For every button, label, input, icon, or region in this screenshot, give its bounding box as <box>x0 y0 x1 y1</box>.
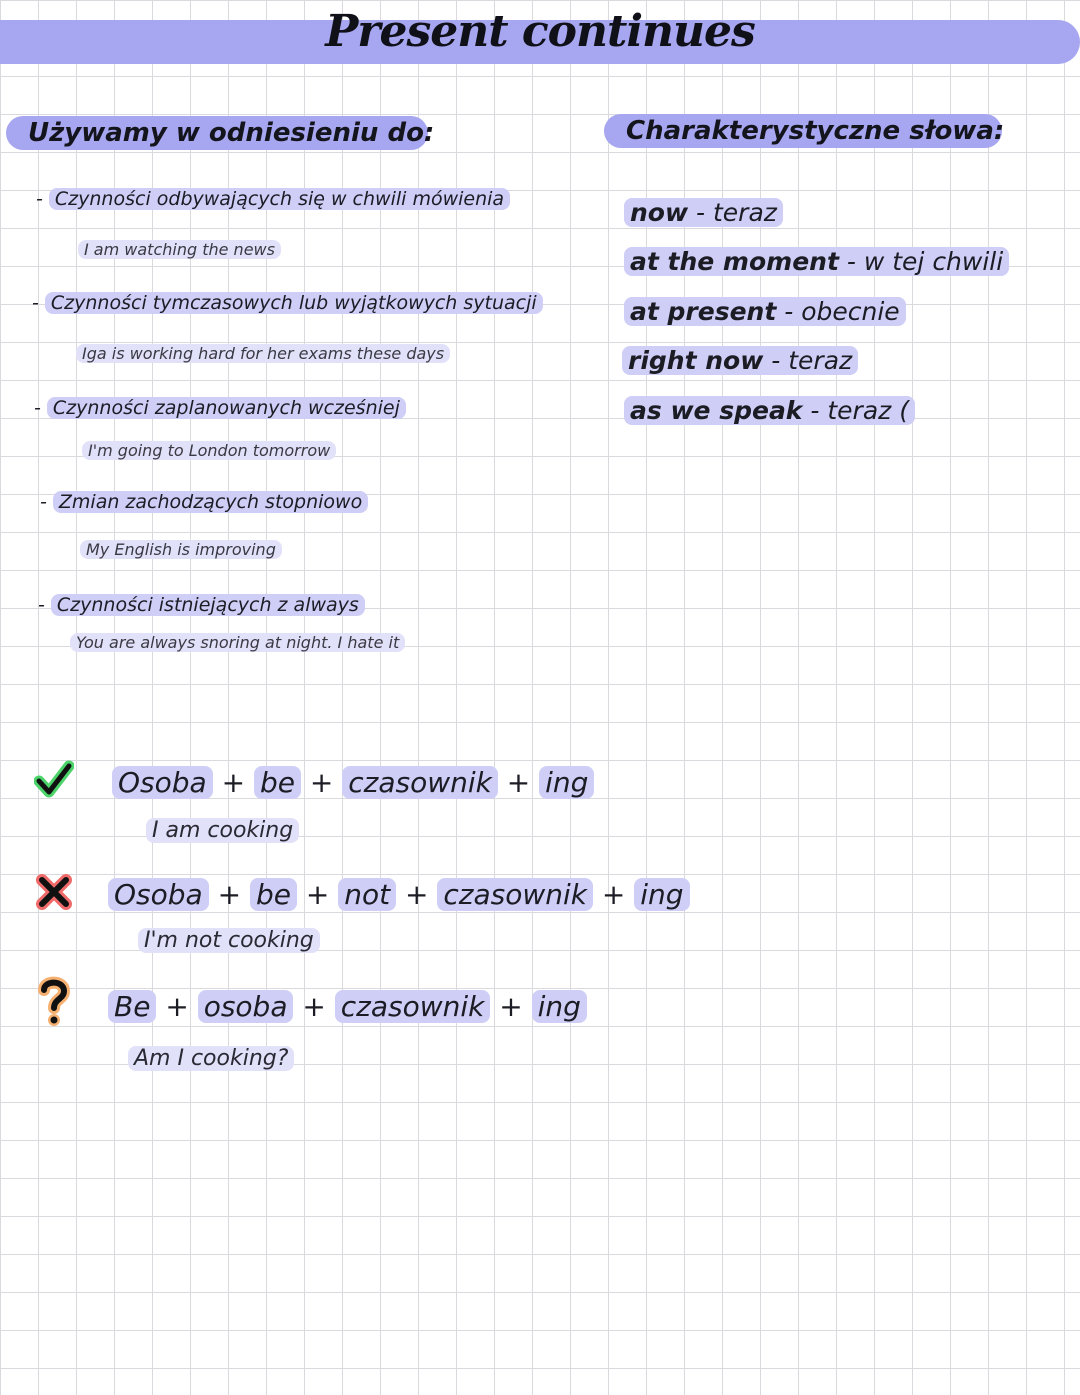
right-section-header: Charakterystyczne słowa: <box>604 114 1002 148</box>
keyword-2: at the moment - w tej chwili <box>624 247 1009 276</box>
question-example: Am I cooking? <box>128 1046 294 1071</box>
rule-5-heading: - Czynności istniejących z always <box>38 594 365 616</box>
question-formula: Be + osoba + czasownik + ing <box>108 990 587 1023</box>
left-section-header: Używamy w odniesieniu do: <box>6 116 428 150</box>
page-title: Present continues <box>325 6 755 57</box>
rule-3-example: I'm going to London tomorrow <box>82 441 336 460</box>
rule-5-example: You are always snoring at night. I hate it <box>70 633 405 652</box>
negative-formula: Osoba + be + not + czasownik + ing <box>108 878 690 911</box>
affirmative-formula: Osoba + be + czasownik + ing <box>112 766 594 799</box>
cross-icon <box>34 872 74 912</box>
question-icon <box>34 978 74 1018</box>
rule-3-heading: - Czynności zaplanowanych wcześniej <box>34 397 406 419</box>
rule-4-example: My English is improving <box>80 540 282 559</box>
keyword-1: now - teraz <box>624 198 783 227</box>
keyword-4: right now - teraz <box>622 346 858 375</box>
keyword-3: at present - obecnie <box>624 297 906 326</box>
rule-2-heading: - Czynności tymczasowych lub wyjątkowych sytuacji <box>32 292 543 314</box>
rule-1-example: I am watching the news <box>78 240 281 259</box>
rule-2-example: Iga is working hard for her exams these days <box>76 344 450 363</box>
affirmative-example: I am cooking <box>146 818 299 843</box>
negative-example: I'm not cooking <box>138 928 320 953</box>
rule-4-heading: - Zmian zachodzących stopniowo <box>40 491 368 513</box>
rule-1-heading: - Czynności odbywających się w chwili mówienia <box>36 188 510 210</box>
keyword-5: as we speak - teraz ( <box>624 396 915 425</box>
checkmark-icon <box>34 760 74 800</box>
